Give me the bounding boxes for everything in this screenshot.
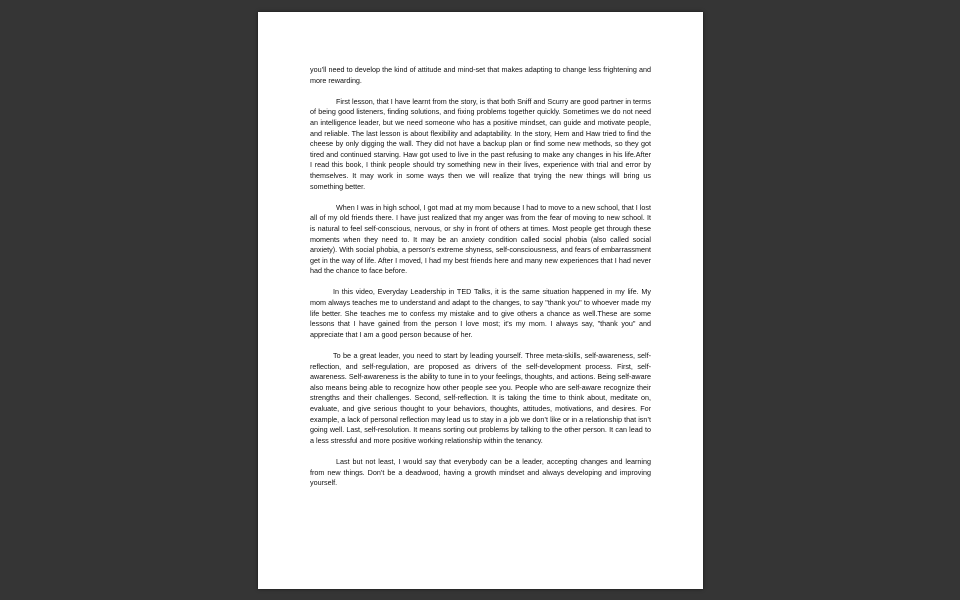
paragraph-2: First lesson, that I have learnt from the story, is that both Sniff and Scurry are good partner in terms of being good listeners, finding solutions, and fixing problems together quickly. Sometimes we do not need an intelligence leader, but we need someone who has a positive mindset, can guide and motivate people, and reliable. The last lesson is about flexibility and adaptability. In the story, Hem and Haw tried to find the cheese by only digging the wall. They did not have a backup plan or find some new methods, so they got tired and continued starving. Haw got used to live in the past refusing to make any changes in his life.After I read this book, I think people should try something new in their lives, experience with trial and error by themselves. It may work in some ways then we will realize that trying the new things will bring us something better.: [310, 96, 651, 191]
paragraph-6: Last but not least, I would say that everybody can be a leader, accepting changes and learning from new things. Don’t be a deadwood, having a growth mindset and always developing and improving yourself.: [310, 456, 651, 488]
paragraph-5: To be a great leader, you need to start by leading yourself. Three meta-skills, self-awareness, self-reflection, and self-regulation, are proposed as drivers of the self-development process. First, self-awareness. Self-awareness is the ability to tune in to your feelings, thoughts, and actions. Being self-aware also means being able to recognize how other people see you. People who are self-aware recognize their strengths and their challenges. Second, self-reflection. It is taking the time to think about, meditate on, evaluate, and give serious thought to your behaviors, thoughts, attitudes, motivations, and desires. For example, a lack of personal reflection may lead us to stay in a job we don’t like or in a relationship that isn’t going well. Last, self-resolution. It means sorting out problems by talking to the other person. It can lead to a less stressful and more positive working relationship within the tenancy.: [310, 351, 651, 445]
paragraph-4: In this video, Everyday Leadership in TED Talks, it is the same situation happened in my life. My mom always teaches me to understand and adapt to the changes, to say "thank you" to whoever made my life better. She teaches me to confess my mistake and to give others a chance as well.These are some lessons that I have gained from the person I love most; it's my mom. I always say, "thank you" and appreciate that I am a good person because of her.: [310, 287, 651, 339]
paragraph-1: you’ll need to develop the kind of attitude and mind-set that makes adapting to change less frightening and more rewarding.: [310, 65, 651, 85]
document-page: [258, 12, 703, 589]
page-body: [310, 65, 651, 499]
paragraph-3: When I was in high school, I got mad at my mom because I had to move to a new school, that I lost all of my old friends there. I have just realized that my anger was from the fear of moving to new school. It is natural to feel self-conscious, nervous, or shy in front of others at times. Most people get through these moments when they need to. It may be an anxiety condition called social phobia (also called social anxiety). With social phobia, a person's extreme shyness, self-consciousness, and fears of embarrassment get in the way of life. After I moved, I had my best friends here and many new experiences that I had never had the chance to face before.: [310, 202, 651, 276]
